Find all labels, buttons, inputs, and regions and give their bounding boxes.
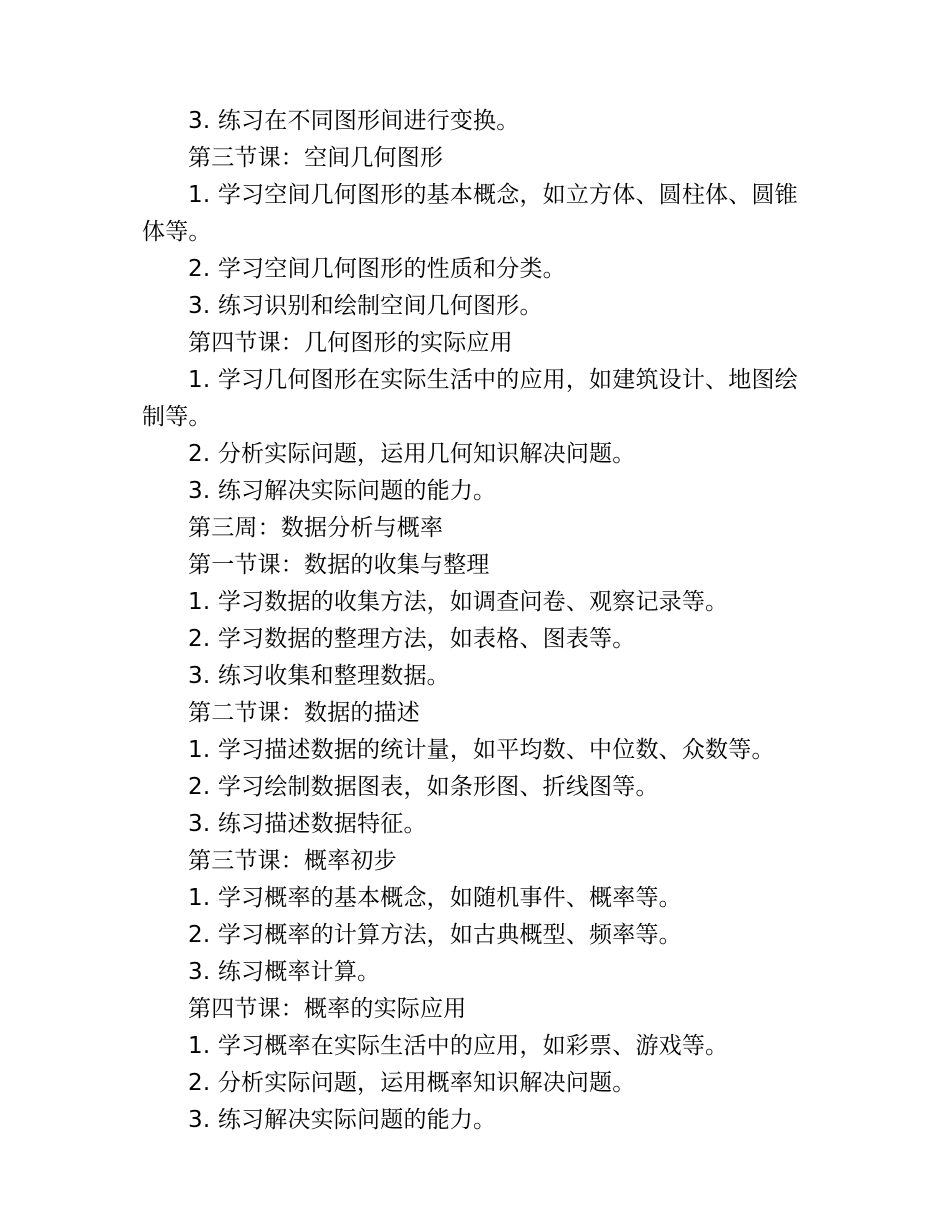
- paragraph-line: 3. 练习识别和绘制空间几何图形。: [188, 293, 543, 319]
- paragraph-line: 3. 练习在不同图形间进行变换。: [188, 108, 520, 134]
- paragraph-line: 1. 学习数据的收集方法，如调查问卷、观察记录等。: [188, 589, 729, 615]
- section-heading: 第三节课：空间几何图形: [188, 145, 444, 171]
- paragraph-line: 1. 学习描述数据的统计量，如平均数、中位数、众数等。: [188, 737, 775, 763]
- paragraph-line: 3. 练习概率计算。: [188, 959, 381, 985]
- document-body: [142, 103, 812, 1139]
- section-heading: 第二节课：数据的描述: [188, 700, 420, 726]
- paragraph-line: 1. 学习几何图形在实际生活中的应用，如建筑设计、地图绘制等。: [142, 367, 798, 430]
- paragraph-line: 2. 分析实际问题，运用概率知识解决问题。: [188, 1070, 636, 1096]
- paragraph-line: 2. 学习空间几何图形的性质和分类。: [188, 256, 566, 282]
- paragraph-line: 1. 学习概率在实际生活中的应用，如彩票、游戏等。: [188, 1033, 729, 1059]
- paragraph-line: 2. 分析实际问题，运用几何知识解决问题。: [188, 441, 636, 467]
- paragraph-line: 2. 学习绘制数据图表，如条形图、折线图等。: [188, 774, 659, 800]
- paragraph-line: 3. 练习收集和整理数据。: [188, 663, 450, 689]
- section-heading: 第四节课：概率的实际应用: [188, 996, 467, 1022]
- paragraph-line: 3. 练习解决实际问题的能力。: [188, 1107, 497, 1133]
- paragraph-line: 2. 学习数据的整理方法，如表格、图表等。: [188, 626, 636, 652]
- section-heading: 第三节课：概率初步: [188, 848, 397, 874]
- section-heading: 第四节课：几何图形的实际应用: [188, 330, 513, 356]
- paragraph-line: 1. 学习概率的基本概念，如随机事件、概率等。: [188, 885, 682, 911]
- paragraph-line: 1. 学习空间几何图形的基本概念，如立方体、圆柱体、圆锥体等。: [142, 182, 798, 245]
- week-heading: 第三周：数据分析与概率: [188, 515, 444, 541]
- paragraph-line: 3. 练习解决实际问题的能力。: [188, 478, 497, 504]
- paragraph-line: 3. 练习描述数据特征。: [188, 811, 427, 837]
- paragraph-line: 2. 学习概率的计算方法，如古典概型、频率等。: [188, 922, 682, 948]
- section-heading: 第一节课：数据的收集与整理: [188, 552, 490, 578]
